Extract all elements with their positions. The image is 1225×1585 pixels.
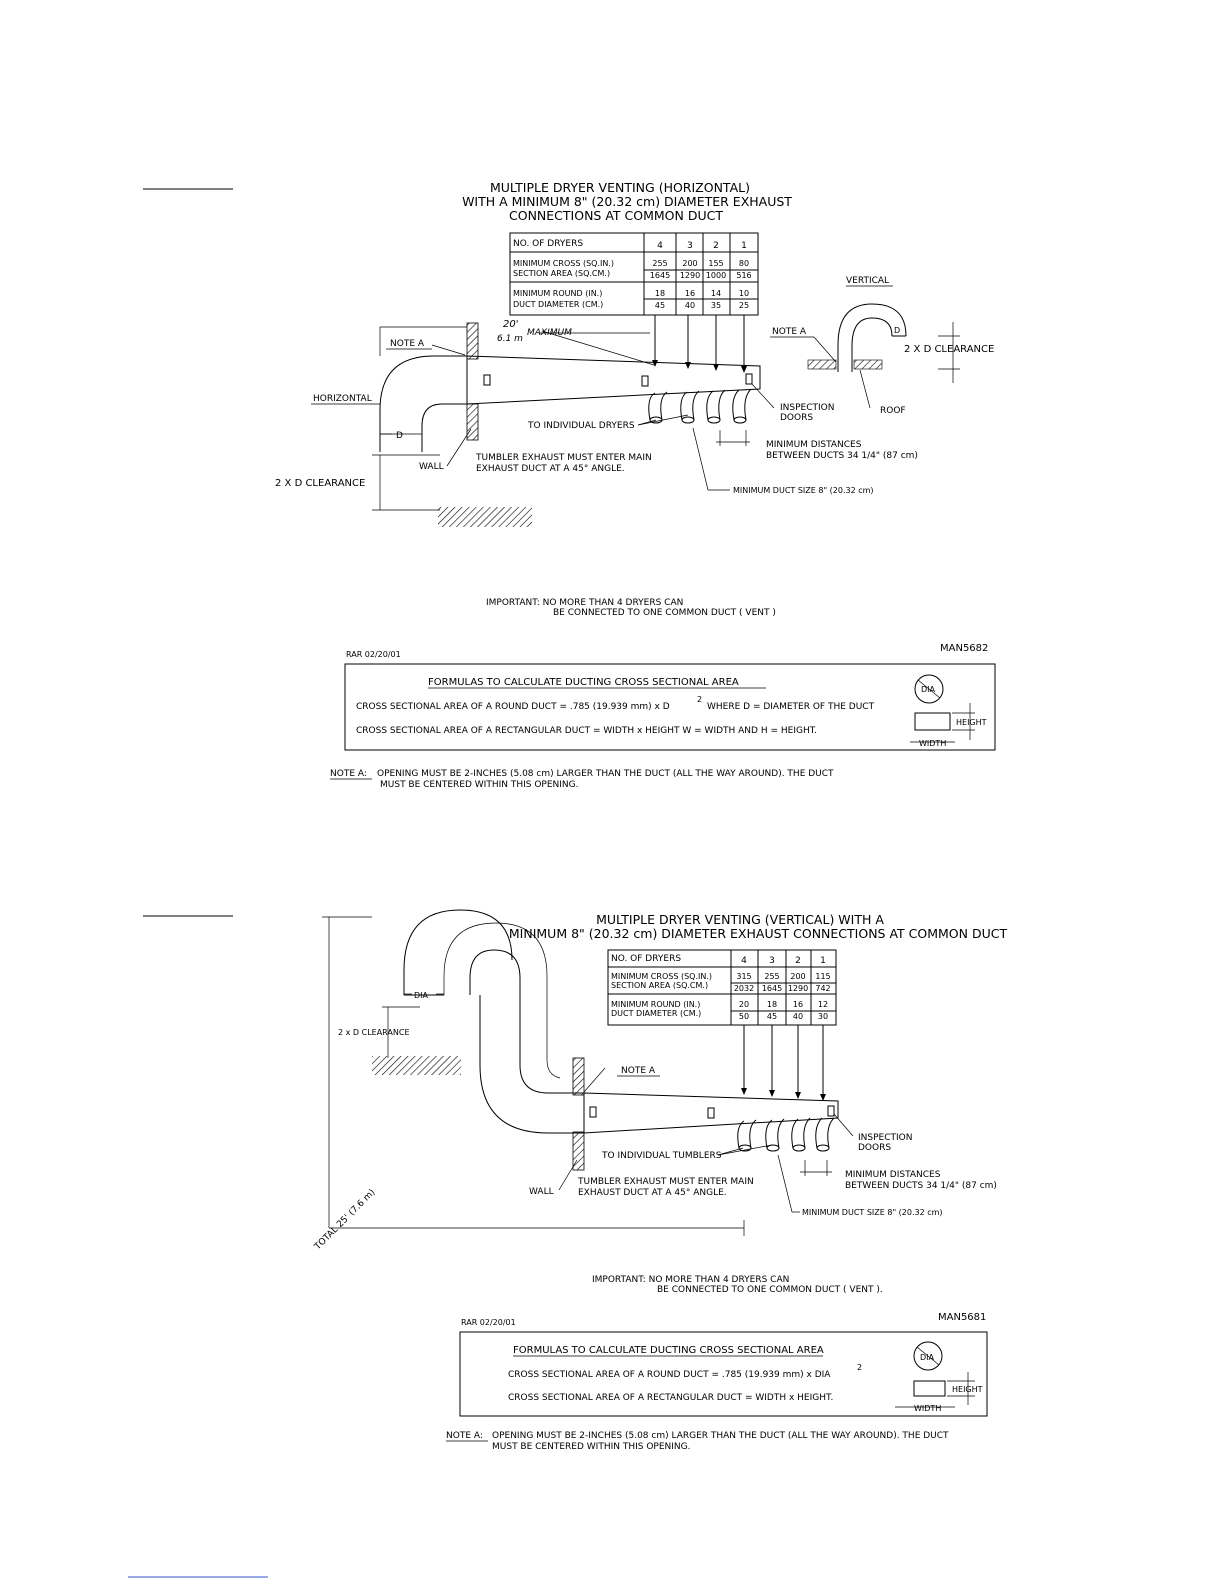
count-4: 4	[741, 956, 747, 966]
inspection-doors-2b: DOORS	[858, 1143, 892, 1153]
note-a-2: NOTE A	[621, 1066, 656, 1076]
formulas-title-1: FORMULAS TO CALCULATE DUCTING CROSS SECTIONAL AREA	[428, 677, 739, 688]
inspection-door	[642, 376, 648, 386]
tumbler-note-2b: EXHAUST DUCT AT A 45° ANGLE.	[578, 1188, 727, 1198]
count-2: 2	[795, 956, 801, 966]
rar-1: RAR 02/20/01	[346, 650, 401, 659]
formula-round-1: CROSS SECTIONAL AREA OF A ROUND DUCT = .785 (19.939 mm) x D	[356, 702, 670, 712]
note-a-text-1b: MUST BE CENTERED WITHIN THIS OPENING.	[380, 780, 579, 790]
min-duct-size-2: MINIMUM DUCT SIZE 8" (20.32 cm)	[802, 1208, 943, 1217]
min-distances-2b: BETWEEN DUCTS 34 1/4" (87 cm)	[845, 1181, 997, 1191]
floor2-hatch	[372, 1056, 461, 1075]
note-a-text-2a: OPENING MUST BE 2-INCHES (5.08 cm) LARGER THAN THE DUCT (ALL THE WAY AROUND). THE DUCT	[492, 1431, 949, 1441]
maximum-label: MAXIMUM	[527, 328, 572, 338]
cell: 200	[790, 972, 806, 981]
width-label-1: WIDTH	[919, 739, 947, 748]
row1-label-b: SECTION AREA (SQ.CM.)	[513, 269, 611, 278]
cell: 115	[815, 972, 831, 981]
dia-label-2: DIA	[920, 1353, 934, 1362]
inspection-doors-1b: DOORS	[780, 413, 814, 423]
dia-label-1: DIA	[921, 685, 935, 694]
title-line-1: MULTIPLE DRYER VENTING (HORIZONTAL)	[489, 180, 751, 195]
note-a-text-2b: MUST BE CENTERED WITHIN THIS OPENING.	[492, 1442, 691, 1452]
formula-round-2: CROSS SECTIONAL AREA OF A ROUND DUCT = .785 (19.939 mm) x DIA	[508, 1370, 831, 1380]
cell: 315	[736, 972, 752, 981]
cell: 18	[654, 289, 666, 298]
s-duct-inner	[470, 950, 584, 1093]
cell: 40	[684, 301, 696, 310]
height-label-2: HEIGHT	[952, 1385, 983, 1394]
dia-left-2: DIA	[414, 991, 428, 1000]
dim-6m: 6.1 m	[497, 334, 523, 344]
width-label-2: WIDTH	[914, 1404, 942, 1413]
note-a-right: NOTE A	[772, 327, 807, 337]
important-1a: IMPORTANT: NO MORE THAN 4 DRYERS CAN	[486, 598, 684, 608]
inspection-doors-2a: INSPECTION	[858, 1133, 913, 1143]
cell: 25	[738, 301, 750, 310]
important-2b: BE CONNECTED TO ONE COMMON DUCT ( VENT ).	[657, 1285, 883, 1295]
cell: 40	[792, 1012, 804, 1021]
rect-sample-2	[914, 1381, 945, 1396]
s-duct-mid	[480, 995, 584, 1133]
d-left: D	[396, 431, 403, 441]
cell: 1645	[761, 984, 783, 993]
cell: 1290	[679, 271, 701, 280]
to-individual-tumblers: TO INDIVIDUAL TUMBLERS	[602, 1151, 722, 1161]
cell: 14	[710, 289, 722, 298]
height-label-1: HEIGHT	[956, 718, 987, 727]
cell: 255	[764, 972, 780, 981]
note-a-label-1: NOTE A:	[330, 769, 367, 779]
cell: 255	[652, 259, 668, 268]
cell: 30	[817, 1012, 829, 1021]
roof-label: ROOF	[880, 406, 906, 416]
diagram-horizontal	[275, 180, 995, 790]
formula-round-exp-1: 2	[697, 695, 703, 704]
row1-label-b: SECTION AREA (SQ.CM.)	[611, 981, 709, 990]
cell: 155	[708, 259, 724, 268]
table-arrows-2	[744, 1025, 823, 1100]
wall2-top	[573, 1058, 584, 1095]
inspection-door	[484, 375, 490, 385]
formula-round-exp-2: 2	[857, 1363, 863, 1372]
min-distances-1b: BETWEEN DUCTS 34 1/4" (87 cm)	[766, 451, 918, 461]
row2-label-a: MINIMUM ROUND (IN.)	[611, 1000, 701, 1009]
formula-rect-2: CROSS SECTIONAL AREA OF A RECTANGULAR DUCT = WIDTH x HEIGHT.	[508, 1393, 834, 1403]
formula-round-tail-1: WHERE D = DIAMETER OF THE DUCT	[707, 702, 875, 712]
title-line-2: WITH A MINIMUM 8" (20.32 cm) DIAMETER EXHAUST	[462, 194, 792, 209]
cell: 1000	[705, 271, 727, 280]
tumbler-note-2: EXHAUST DUCT AT A 45° ANGLE.	[476, 464, 625, 474]
count-1: 1	[741, 241, 747, 251]
min-distances-2a: MINIMUM DISTANCES	[845, 1170, 941, 1180]
table2-header: NO. OF DRYERS	[611, 954, 682, 964]
cell: 1645	[649, 271, 671, 280]
wall-bottom	[467, 404, 478, 440]
man-1: MAN5682	[940, 643, 989, 654]
inspection-door	[746, 374, 752, 384]
row1-label-a: MINIMUM CROSS (SQ.IN.)	[513, 259, 614, 268]
count-3: 3	[687, 241, 693, 251]
note-a-text-1a: OPENING MUST BE 2-INCHES (5.08 cm) LARGER THAN THE DUCT (ALL THE WAY AROUND). THE DUCT	[377, 769, 834, 779]
count-3: 3	[769, 956, 775, 966]
min-distances-1a: MINIMUM DISTANCES	[766, 440, 862, 450]
man-2: MAN5681	[938, 1312, 987, 1323]
vertical-label: VERTICAL	[846, 276, 890, 286]
cell: 80	[738, 259, 750, 268]
tumbler-pipes-1	[649, 389, 751, 423]
horizontal-label: HORIZONTAL	[313, 394, 372, 404]
cell: 35	[710, 301, 722, 310]
cell: 1290	[787, 984, 809, 993]
cell: 50	[738, 1012, 750, 1021]
rar-2: RAR 02/20/01	[461, 1318, 516, 1327]
title2-line-1: MULTIPLE DRYER VENTING (VERTICAL) WITH A	[596, 912, 884, 927]
note-a-left: NOTE A	[390, 339, 425, 349]
row2-label-b: DUCT DIAMETER (CM.)	[611, 1009, 702, 1018]
roof-hatch-right	[854, 360, 882, 369]
formula-rect-1: CROSS SECTIONAL AREA OF A RECTANGULAR DUCT = WIDTH x HEIGHT W = WIDTH AND H = HEIGHT.	[356, 726, 817, 736]
clearance-left: 2 X D CLEARANCE	[275, 478, 366, 489]
wall-label: WALL	[419, 462, 444, 472]
cell: 45	[766, 1012, 778, 1021]
main-duct-2	[584, 1093, 838, 1133]
count-2: 2	[713, 241, 719, 251]
total-dimension: TOTAL 25' (7.6 m)	[313, 1187, 378, 1253]
cell: 12	[817, 1000, 829, 1009]
count-1: 1	[820, 956, 826, 966]
min-duct-size-1: MINIMUM DUCT SIZE 8" (20.32 cm)	[733, 486, 874, 495]
formulas-title-2: FORMULAS TO CALCULATE DUCTING CROSS SECTIONAL AREA	[513, 1345, 824, 1356]
horizontal-elbow-inner	[422, 404, 467, 452]
cell: 16	[684, 289, 696, 298]
inspection-door	[590, 1107, 596, 1117]
cell: 10	[738, 289, 750, 298]
row2-label-a: MINIMUM ROUND (IN.)	[513, 289, 603, 298]
dryer-table-2	[608, 950, 836, 1025]
cell: 45	[654, 301, 666, 310]
cell: 516	[736, 271, 752, 280]
important-2a: IMPORTANT: NO MORE THAN 4 DRYERS CAN	[592, 1275, 790, 1285]
title2-line-2: MINIMUM 8" (20.32 cm) DIAMETER EXHAUST CONNECTIONS AT COMMON DUCT	[508, 926, 1008, 941]
note-a-label-2: NOTE A:	[446, 1431, 483, 1441]
row1-label-a: MINIMUM CROSS (SQ.IN.)	[611, 972, 712, 981]
dryer-table-1	[510, 233, 758, 315]
cell: 2032	[733, 984, 755, 993]
dim-20ft: 20'	[503, 319, 519, 330]
wall-top	[467, 323, 478, 359]
table-header: NO. OF DRYERS	[513, 239, 584, 249]
tumbler-note-2a: TUMBLER EXHAUST MUST ENTER MAIN	[578, 1177, 754, 1187]
cell: 200	[682, 259, 698, 268]
floor-hatch	[438, 507, 532, 527]
tumbler-note-1: TUMBLER EXHAUST MUST ENTER MAIN	[476, 453, 652, 463]
table-arrowheads-1	[652, 360, 747, 373]
inspection-door	[708, 1108, 714, 1118]
clearance-2: 2 x D CLEARANCE	[338, 1028, 410, 1037]
wall-label-2: WALL	[529, 1187, 554, 1197]
important-1b: BE CONNECTED TO ONE COMMON DUCT ( VENT )	[553, 608, 776, 618]
count-4: 4	[657, 241, 663, 251]
roof-hatch-left	[808, 360, 836, 369]
diagram-vertical	[312, 910, 1007, 1452]
cell: 742	[815, 984, 831, 993]
row2-label-b: DUCT DIAMETER (CM.)	[513, 300, 604, 309]
to-individual-dryers: TO INDIVIDUAL DRYERS	[528, 421, 635, 431]
inspection-door	[828, 1106, 834, 1116]
s-duct-outer	[444, 923, 560, 1078]
cell: 20	[738, 1000, 750, 1009]
inspection-doors-1a: INSPECTION	[780, 403, 835, 413]
clearance-right: 2 X D CLEARANCE	[904, 344, 995, 355]
rect-sample-1	[915, 713, 950, 730]
cell: 18	[766, 1000, 778, 1009]
d-right: D	[894, 326, 901, 335]
cell: 16	[792, 1000, 804, 1009]
title-line-3: CONNECTIONS AT COMMON DUCT	[509, 208, 723, 223]
